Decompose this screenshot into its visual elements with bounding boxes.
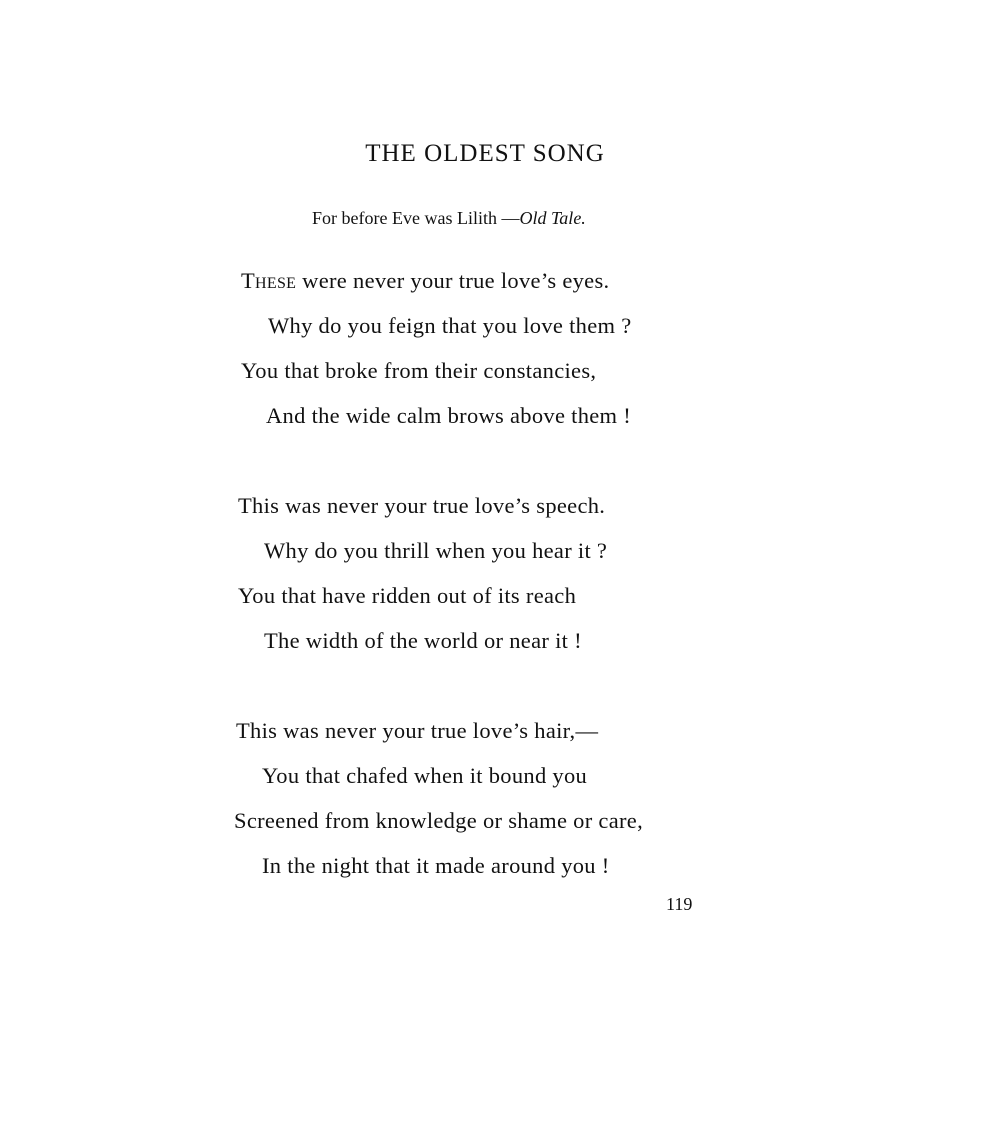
poem-line: You that have ridden out of its reach: [238, 583, 577, 608]
poem-line: This was never your true love’s speech.: [238, 493, 606, 518]
poem-line: Why do you thrill when you hear it ?: [264, 538, 608, 563]
page-number: 119: [666, 894, 693, 914]
epigraph-attribution: Old Tale.: [519, 208, 586, 228]
epigraph: [312, 208, 586, 229]
poem-line: In the night that it made around you !: [262, 853, 610, 878]
poem-line: Screened from knowledge or shame or care,: [234, 808, 644, 833]
poem-line: Why do you feign that you love them ?: [268, 313, 632, 338]
poem-line: You that broke from their constancies,: [241, 358, 597, 383]
line-lead-word: These: [241, 268, 297, 293]
poem-line: This was never your true love’s hair,—: [236, 718, 599, 743]
poem-line: The width of the world or near it !: [264, 628, 582, 653]
epigraph-text: For before Eve was Lilith —: [312, 208, 520, 228]
poem-title: THE OLDEST SONG: [365, 140, 605, 167]
line-rest: were never your true love’s eyes.: [296, 268, 610, 293]
poem-line: [241, 268, 609, 294]
poem-line: And the wide calm brows above them !: [266, 403, 632, 428]
poem-line: You that chafed when it bound you: [262, 763, 588, 788]
